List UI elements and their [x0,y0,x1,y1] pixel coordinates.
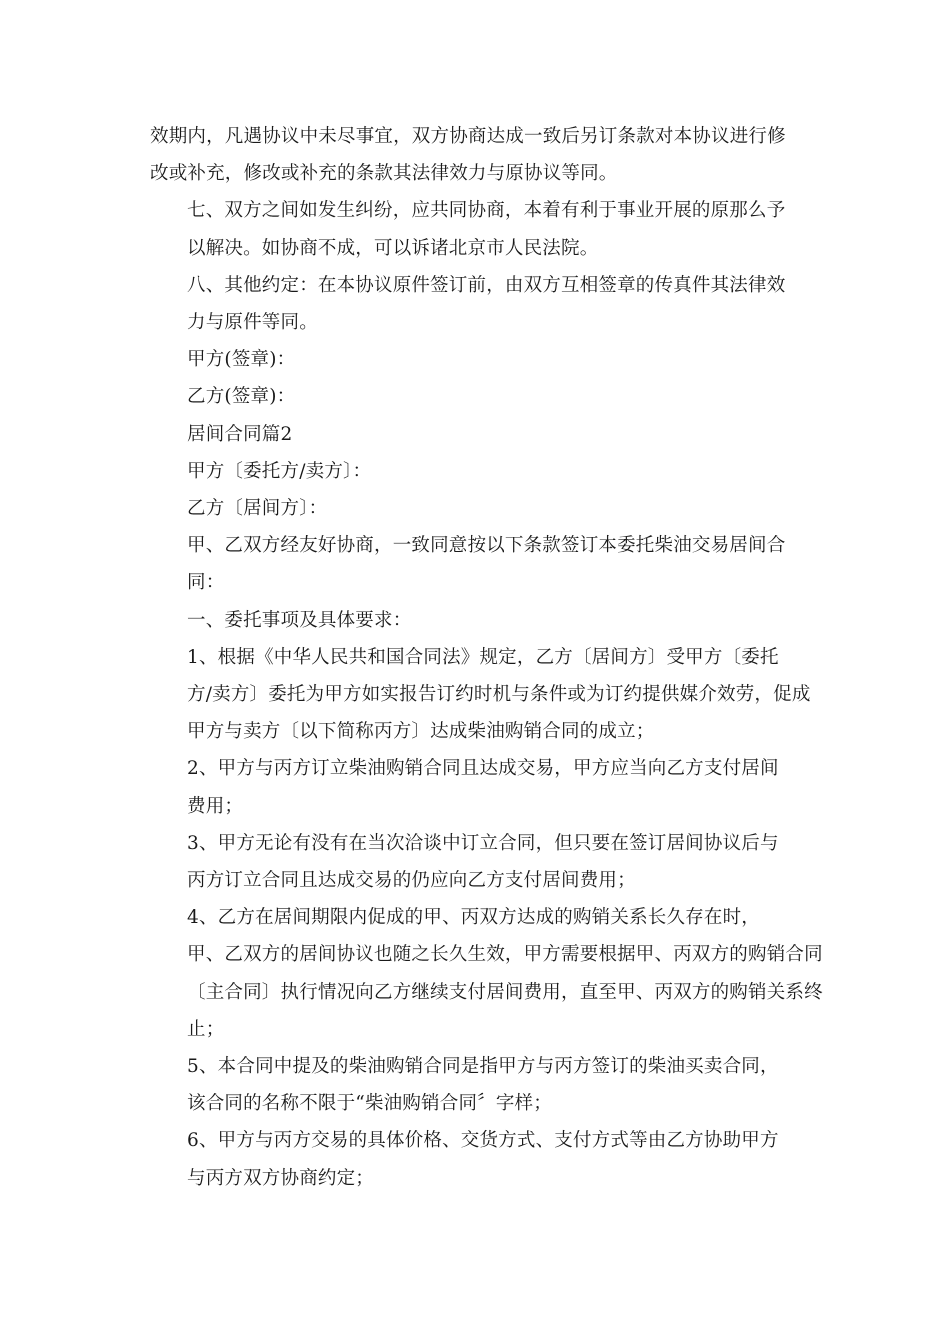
text-line: 力与原件等同。 [187,312,318,334]
text-line: 甲、乙双方的居间协议也随之长久生效，甲方需要根据甲、丙双方的购销合同 [187,944,823,966]
text-line: 2、甲方与丙方订立柴油购销合同且达成交易，甲方应当向乙方支付居间 [187,758,779,780]
paragraph [150,490,800,527]
text-line: 费用； [187,795,244,817]
paragraph [150,825,800,899]
text-line: 5、本合同中提及的柴油购销合同是指甲方与丙方签订的柴油买卖合同， [187,1056,779,1078]
text-line: 同： [187,572,225,594]
paragraph [150,527,800,601]
text-line: 方/卖方〕委托为甲方如实报告订约时机与条件或为订约提供媒介效劳，促成 [187,684,811,706]
text-line: 效期内，凡遇协议中未尽事宜，双方协商达成一致后另订条款对本协议进行修 [150,126,786,147]
document-body [150,118,823,1197]
text-line: 七、双方之间如发生纠纷，应共同协商，本着有利于事业开展的原那么予 [187,200,786,222]
paragraph [150,341,800,378]
text-line: 1、根据《中华人民共和国合同法》规定，乙方〔居间方〕受甲方〔委托 [187,646,779,668]
paragraph [150,267,800,341]
text-line: 乙方〔居间方〕： [187,498,328,520]
paragraph [150,750,800,824]
text-line: 改或补充，修改或补充的条款其法律效力与原协议等同。 [150,163,618,185]
paragraph [150,416,800,453]
text-line: 甲方与卖方〔以下简称丙方〕达成柴油购销合同的成立； [187,721,655,743]
paragraph [150,118,800,192]
text-line: 4、乙方在居间期限内促成的甲、丙双方达成的购销关系长久存在时， [187,907,760,929]
paragraph [150,1122,800,1196]
text-line: 甲方(签章)： [187,349,296,371]
paragraph [150,602,800,639]
text-line: 居间合同篇2 [187,423,293,445]
paragraph [150,639,811,751]
text-line: 丙方订立合同且达成交易的仍应向乙方支付居间费用； [187,870,636,892]
paragraph [150,192,800,266]
paragraph [150,1048,800,1122]
text-line: 乙方(签章)： [187,386,296,408]
paragraph [150,453,800,490]
text-line: 3、甲方无论有没有在当次洽谈中订立合同，但只要在签订居间协议后与 [187,832,779,854]
text-line: 止； [187,1018,225,1040]
text-line: 以解决。如协商不成，可以诉诸北京市人民法院。 [187,237,599,259]
paragraph [150,899,823,1048]
text-line: 与丙方双方协商约定； [187,1167,375,1189]
text-line: 该合同的名称不限于“柴油购销合同〞字样； [187,1093,552,1115]
text-line: 〔主合同〕执行情况向乙方继续支付居间费用，直至甲、丙双方的购销关系终 [187,981,823,1003]
text-line: 6、甲方与丙方交易的具体价格、交货方式、支付方式等由乙方协助甲方 [187,1130,779,1152]
text-line: 甲方〔委托方/卖方〕： [187,460,372,482]
text-line: 八、其他约定：在本协议原件签订前，由双方互相签章的传真件其法律效 [187,274,786,296]
paragraph [150,378,800,415]
text-line: 甲、乙双方经友好协商，一致同意按以下条款签订本委托柴油交易居间合 [187,535,786,557]
text-line: 一、委托事项及具体要求： [187,609,412,631]
